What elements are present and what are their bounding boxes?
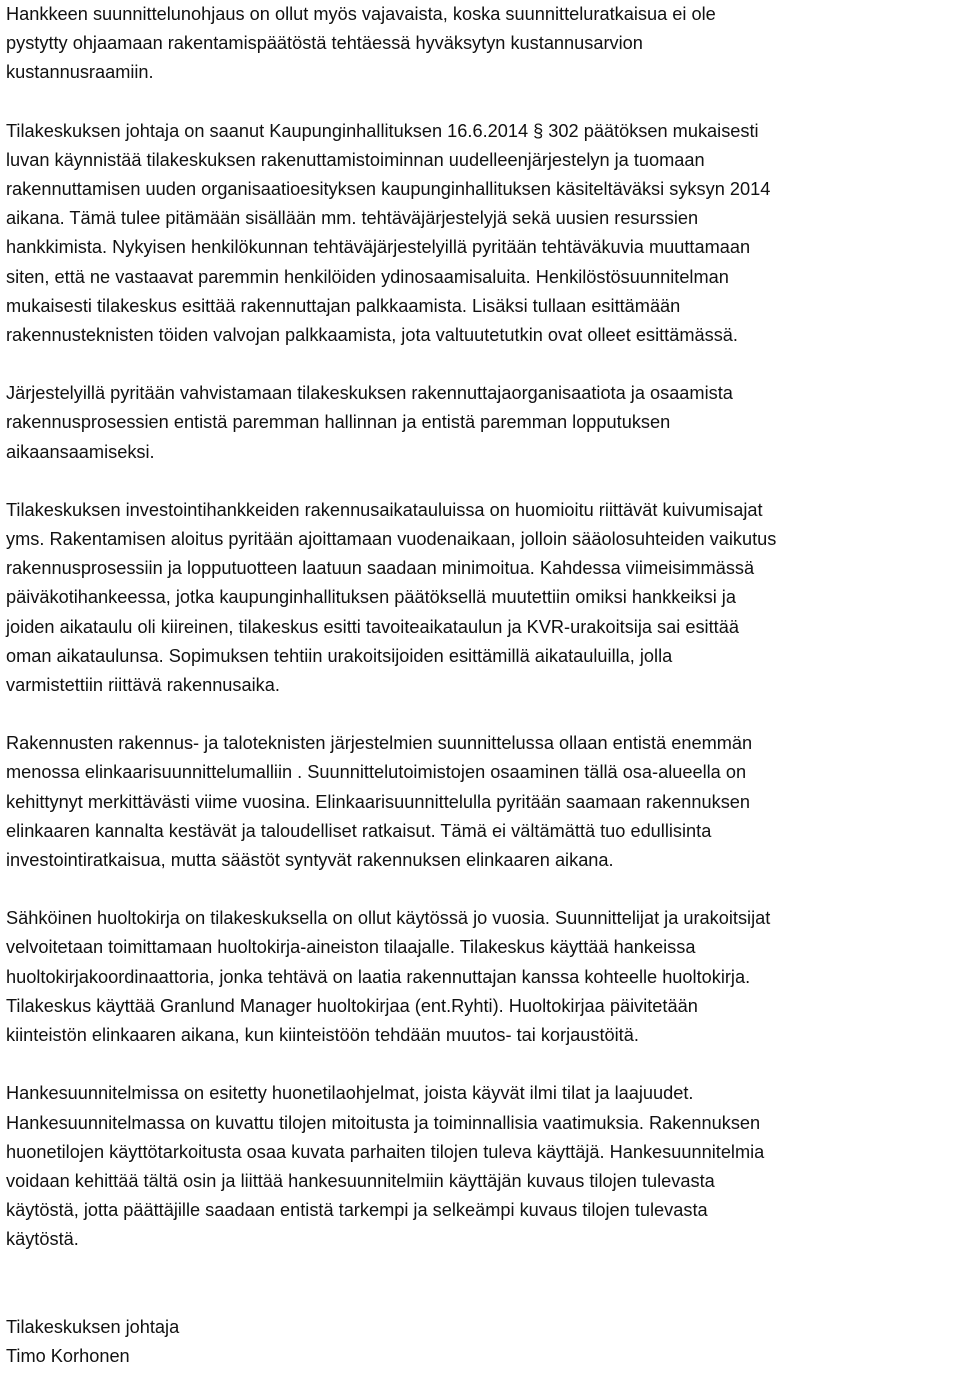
document-page [6, 0, 958, 1371]
paragraph-line: rakennusprosessien entistä paremman hallinnan ja entistä paremman lopputuksen [6, 412, 671, 433]
paragraph-line: kehittynyt merkittävästi viime vuosina. Elinkaarisuunnittelulla pyritään saamaan rakennuksen [6, 791, 751, 812]
paragraph-line: huoltokirjakoordinaattoria, jonka tehtävä on laatia rakennuttajan kanssa kohteelle huoltokirja. [6, 966, 751, 987]
paragraph-line: rakennusteknisten töiden valvojan palkkaamista, jota valtuutetutkin ovat olleet esittämässä. [6, 325, 738, 346]
paragraph-line: pystytty ohjaamaan rakentamispäätöstä tehtäessä hyväksytyn kustannusarvion [6, 33, 643, 54]
paragraph-line: Rakennusten rakennus- ja taloteknisten järjestelmien suunnittelussa ollaan entistä enemmän [6, 733, 753, 754]
paragraph-spacer [6, 875, 958, 904]
paragraph-line: Hankesuunnitelmissa on esitetty huonetilaohjelmat, joista käyvät ilmi tilat ja laajuudet. [6, 1083, 694, 1104]
paragraph-line: voidaan kehittää tältä osin ja liittää hankesuunnitelmiin käyttäjän kuvaus tilojen tulevasta [6, 1170, 715, 1191]
paragraph-line: elinkaaren kannalta kestävät ja taloudelliset ratkaisut. Tämä ei vältämättä tuo edullisinta [6, 820, 712, 841]
paragraph-spacer [6, 700, 958, 729]
paragraph-line: hankkimista. Nykyisen henkilökunnan tehtäväjärjestelyillä pyritään tehtäväkuvia muuttamaan [6, 237, 751, 258]
paragraph-line: velvoitetaan toimittamaan huoltokirja-aineiston tilaajalle. Tilakeskus käyttää hankeissa [6, 937, 696, 958]
paragraph-6 [6, 904, 958, 1050]
paragraph-line: päiväkotihankeessa, jotka kaupunginhallituksen päätöksellä muutettiin omiksi hankkeiksi ja [6, 587, 736, 608]
paragraph-1 [6, 0, 958, 88]
paragraph-spacer [6, 467, 958, 496]
paragraph-line: aikana. Tämä tulee pitämään sisällään mm. tehtäväjärjestelyjä sekä uusien resurssien [6, 208, 699, 229]
paragraph-line: rakennuttamisen uuden organisaatioesityksen kaupunginhallituksen käsiteltäväksi syksyn 2014 [6, 179, 771, 200]
paragraph-line: varmistettiin riittävä rakennusaika. [6, 675, 280, 696]
paragraph-line: joiden aikataulu oli kiireinen, tilakeskus esitti tavoiteaikataulun ja KVR-urakoitsija sai esittää [6, 616, 739, 637]
paragraph-5 [6, 729, 958, 875]
paragraph-line: huonetilojen käyttötarkoitusta osaa kuvata parhaiten tilojen tuleva käyttäjä. Hankesuunnitelmia [6, 1141, 765, 1162]
paragraph-spacer [6, 1050, 958, 1079]
paragraph-line: käytöstä, jotta päättäjille saadaan entistä tarkempi ja selkeämpi kuvaus tilojen tulevasta [6, 1200, 708, 1221]
paragraph-line: Sähköinen huoltokirja on tilakeskuksella on ollut käytössä jo vuosia. Suunnittelijat ja urakoitsijat [6, 908, 771, 929]
paragraph-line: Tilakeskuksen johtaja on saanut Kaupunginhallituksen 16.6.2014 § 302 päätöksen mukaisesti [6, 120, 759, 141]
paragraph-line: mukaisesti tilakeskus esittää rakennuttajan palkkaamista. Lisäksi tullaan esittämään [6, 295, 681, 316]
paragraph-spacer [6, 1255, 958, 1313]
paragraph-line: Tilakeskus käyttää Granlund Manager huoltokirjaa (ent.Ryhti). Huoltokirjaa päivitetään [6, 995, 698, 1016]
paragraph-7 [6, 1079, 958, 1254]
paragraph-line: Hankesuunnitelmassa on kuvattu tilojen mitoitusta ja toiminnallisia vaatimuksia. Rakennuksen [6, 1112, 761, 1133]
paragraph-line: Tilakeskuksen investointihankkeiden rakennusaikatauluissa on huomioitu riittävät kuivumisajat [6, 499, 763, 520]
paragraph-spacer [6, 350, 958, 379]
paragraph-line: Järjestelyillä pyritään vahvistamaan tilakeskuksen rakennuttajaorganisaatiota ja osaamista [6, 383, 733, 404]
paragraph-line: oman aikataulunsa. Sopimuksen tehtiin urakoitsijoiden esittämillä aikatauluilla, jolla [6, 645, 673, 666]
signature-block [6, 1313, 958, 1371]
signature-name: Timo Korhonen [6, 1345, 130, 1366]
paragraph-line: aikaansaamiseksi. [6, 441, 155, 462]
signature-role: Tilakeskuksen johtaja [6, 1316, 180, 1337]
paragraph-line: luvan käynnistää tilakeskuksen rakenuttamistoiminnan uudelleenjärjestelyn ja tuomaan [6, 149, 705, 170]
paragraph-3 [6, 379, 958, 467]
paragraph-spacer [6, 88, 958, 117]
paragraph-2 [6, 117, 958, 351]
paragraph-line: käytöstä. [6, 1229, 79, 1250]
paragraph-line: Hankkeen suunnittelunohjaus on ollut myös vajavaista, koska suunnitteluratkaisua ei ole [6, 4, 716, 24]
paragraph-line: siten, että ne vastaavat paremmin henkilöiden ydinosaamisaluita. Henkilöstösuunnitelman [6, 266, 729, 287]
paragraph-line: menossa elinkaarisuunnittelumalliin . Suunnittelutoimistojen osaaminen tällä osa-alueella on [6, 762, 747, 783]
paragraph-line: rakennusprosessiin ja lopputuotteen laatuun saadaan minimoitua. Kahdessa viimeisimmässä [6, 558, 755, 579]
paragraph-line: yms. Rakentamisen aloitus pyritään ajoittamaan vuodenaikaan, jolloin sääolosuhteiden vaikutus [6, 529, 777, 550]
paragraph-line: kiinteistön elinkaaren aikana, kun kiinteistöön tehdään muutos- tai korjaustöitä. [6, 1025, 639, 1046]
paragraph-4 [6, 496, 958, 700]
paragraph-line: kustannusraamiin. [6, 62, 154, 83]
paragraph-line: investointiratkaisua, mutta säästöt syntyvät rakennuksen elinkaaren aikana. [6, 850, 614, 871]
